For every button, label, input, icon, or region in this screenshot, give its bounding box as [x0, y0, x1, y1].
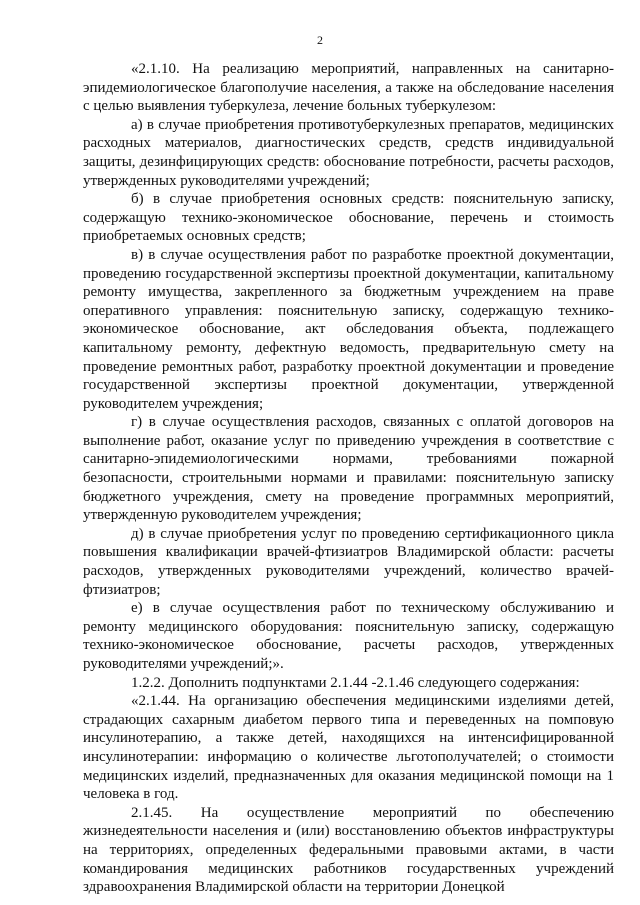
paragraph-2-1-44: «2.1.44. На организацию обеспечения медицинскими изделиями детей, страдающих сахарным диабетом первого типа и переведенных на помповую инсулинотерапию, а также детей, находящихся на интенсифицированной инсулинотерапии: информацию о количестве льготополучателей; о стоимости медицинских изделий, предназначенных для оказания медицинской помощи на 1 человека в год.: [83, 693, 614, 803]
paragraph-1-2-2: 1.2.2. Дополнить подпунктами 2.1.44 -2.1.46 следующего содержания:: [131, 674, 580, 691]
paragraph-item-g: г) в случае осуществления расходов, связанных с оплатой договоров на выполнение работ, оказание услуг по приведению учреждения в соответствие с санитарно-эпидемиологическими нормами, требованиями пожарной безопасности, строительными нормами и правилами: пояснительную записку бюджетного учреждения, смету на проведение программных мероприятий, утвержденную руководителем учреждения;: [83, 414, 614, 524]
paragraph-2-1-10: «2.1.10. На реализацию мероприятий, направленных на санитарно-эпидемиологическое благополучие населения, а также на обследование населения с целью выявления туберкулеза, лечение больных туберкулезом:: [83, 61, 614, 115]
paragraph-item-d: д) в случае приобретения услуг по проведению сертификационного цикла повышения квалификации врачей-фтизиатров Владимирской области: расчеты расходов, утвержденных руководителями учреждений, количество врачей-фтизиатров;: [83, 525, 614, 598]
document-body: [83, 60, 614, 897]
paragraph-2-1-45: 2.1.45. На осуществление мероприятий по обеспечению жизнедеятельности населения и (или) восстановлению объектов инфраструктуры на территориях, определенных федеральными правовыми актами, в части командирования медицинских работников государственных учреждений здравоохранения Владимирской области на территории Донецкой: [83, 804, 614, 896]
page-number: 2: [317, 33, 323, 47]
paragraph-item-a: а) в случае приобретения противотуберкулезных препаратов, медицинских расходных материалов, диагностических средств, средств индивидуальной защиты, дезинфицирующих средств: обоснование потребности, расчеты расходов, утвержденных руководителями учреждений;: [83, 116, 614, 189]
paragraph-item-b: б) в случае приобретения основных средств: пояснительную записку, содержащую технико-экономическое обоснование, перечень и стоимость приобретаемых основных средств;: [83, 191, 614, 245]
paragraph-item-e: е) в случае осуществления работ по техническому обслуживанию и ремонту медицинского оборудования: пояснительную записку, содержащую технико-экономическое обоснование, расчеты расходов, утвержденных руководителями учреждений;».: [83, 600, 614, 672]
paragraph-item-v: в) в случае осуществления работ по разработке проектной документации, проведению государственной экспертизы проектной документации, капитальному ремонту имущества, закрепленного за бюджетным учреждением на праве оперативного управления: пояснительную записку, содержащую технико-экономическое обоснование, акт обследования объекта, подлежащего капитальному ремонту, дефектную ведомость, предварительную смету на проведение ремонтных работ, разработку проектной документации и проведение государственной экспертизы проектной документации, утвержденной руководителем учреждения;: [83, 246, 614, 412]
